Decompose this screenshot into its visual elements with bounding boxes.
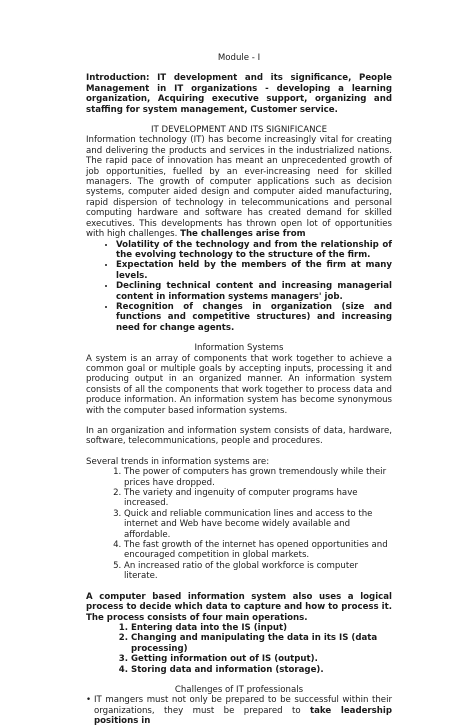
challenges-it-plain: IT mangers must not only be prepared to be successful within their organizations, they must be prepared to xyxy=(94,695,392,716)
operation-item: 4. Storing data and information (storage). xyxy=(131,665,392,675)
challenge-item: • Volatility of the technology and from the relationship of the evolving technology to the structure of the firm. xyxy=(116,240,392,261)
trend-item: 3. Quick and reliable communication lines and access to the internet and Web have become widely available and affordable. xyxy=(124,509,392,540)
challenges-it-text xyxy=(94,695,392,726)
challenge-item: • Declining technical content and increasing managerial content in information systems managers' job. xyxy=(116,281,392,302)
it-development-text: Information technology (IT) has become increasingly vital for creating and delivering the products and services in the industrialized nations. The rapid pace of innovation has meant an unprecedented growth of job opportunities, fuelled by an ever-increasing need for skilled managers. The growth of computer applications such as decision systems, computer aided design and computer aided manufacturing, rapid dispersion of technology in telecommunications and personal computing hardware and software has created demand for skilled executives. This developments has thrown open lot of opportunities with high challenges. xyxy=(86,135,392,240)
section-heading-information-systems: Information Systems xyxy=(194,343,284,354)
organization-is-paragraph: In an organization and information system consists of data, hardware, software, telecommunications, people and procedures. xyxy=(86,426,392,447)
bullet-dot-icon: • xyxy=(86,695,92,706)
section-heading-it-development: IT DEVELOPMENT AND ITS SIGNIFICANCE xyxy=(150,125,327,136)
challenges-lead: The challenges arise from xyxy=(180,229,306,240)
operation-item: 1. Entering data into the IS (input) xyxy=(131,623,392,633)
challenges-it-bullet xyxy=(86,695,392,726)
operation-item: 3. Getting information out of IS (output). xyxy=(131,654,392,664)
challenge-item: • Recognition of changes in organization (size and functions and competitive structures) and increasing need for change agents. xyxy=(116,302,392,333)
trend-item: 5. An increased ratio of the global workforce is computer literate. xyxy=(124,561,392,582)
operations-list xyxy=(86,623,392,675)
operation-item: 2. Changing and manipulating the data in its IS (data processing) xyxy=(131,633,392,654)
trend-item: 4. The fast growth of the internet has opened opportunities and encouraged competition in global markets. xyxy=(124,540,392,561)
module-title: Module - I xyxy=(217,53,261,63)
introduction-paragraph: Introduction: IT development and its significance, People Management in IT organizations - developing a learning organization, Acquiring executive support, organizing and staffing for system management, Customer service. xyxy=(86,73,392,115)
challenge-item: • Expectation held by the members of the firm at many levels. xyxy=(116,260,392,281)
challenges-it-bold: take leadership positions in xyxy=(94,705,392,727)
trends-list xyxy=(86,467,392,581)
challenges-list xyxy=(86,240,392,334)
trends-intro: Several trends in information systems are: xyxy=(86,456,270,467)
trend-item: 2. The variety and ingenuity of computer programs have increased. xyxy=(124,488,392,509)
trend-item: 1. The power of computers has grown tremendously while their prices have dropped. xyxy=(124,467,392,488)
section-heading-challenges: Challenges of IT professionals xyxy=(174,684,304,695)
information-systems-paragraph: A system is an array of components that work together to achieve a common goal or multiple goals by accepting inputs, processing it and producing output in an organized manner. An information system consists of all the components that work together to process data and produce information. An information system has become synonymous with the computer based information systems. xyxy=(86,353,392,416)
it-development-paragraph xyxy=(86,135,392,239)
process-paragraph: A computer based information system also uses a logical process to decide which data to capture and how to process it. The process consists of four main operations. xyxy=(86,591,392,623)
document-content xyxy=(86,53,392,727)
